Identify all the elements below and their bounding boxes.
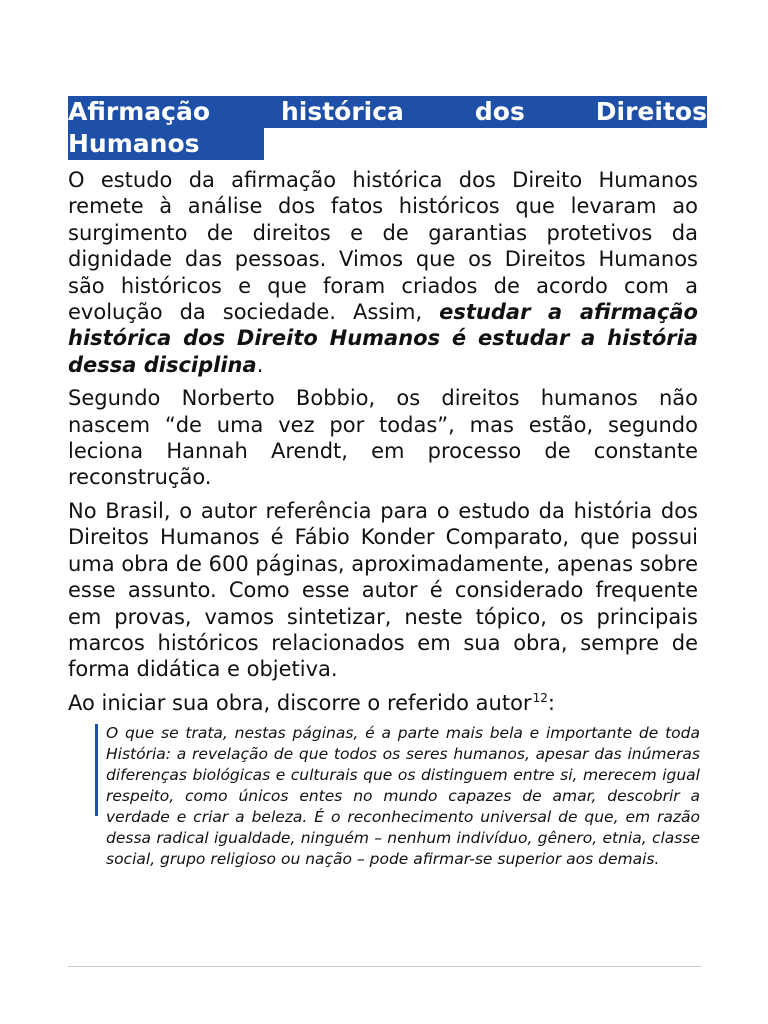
paragraph-comparato: No Brasil, o autor referência para o estudo da história dos Direitos Humanos é Fábio Konder Comparato, que possui uma obra de 600 páginas, aproximadamente, apenas sobre esse assunto. Como esse autor é considerado frequente em provas, vamos sintetizar, neste tópico, os principais marcos históricos relacionados em sua obra, sempre de forma didática e objetiva. — [68, 498, 698, 682]
heading-line-2: Humanos — [68, 129, 200, 158]
heading-word: Direitos — [595, 97, 707, 126]
paragraph-text: Ao iniciar sua obra, discorre o referido autor — [68, 690, 532, 715]
paragraph-text: : — [547, 690, 555, 715]
paragraph-bobbio: Segundo Norberto Bobbio, os direitos humanos não nascem “de uma vez por todas”, mas estão, segundo leciona Hannah Arendt, em processo de constante reconstrução. — [68, 386, 698, 490]
heading-word: histórica — [280, 97, 404, 126]
heading-word: dos — [474, 97, 525, 126]
document-page — [68, 96, 708, 869]
block-quote — [96, 723, 700, 869]
paragraph-text: O estudo da afirmação histórica dos Direito Humanos remete à análise dos fatos históricos que levaram ao surgimento de direitos e de garantias protetivos da dignidade das pessoas. Vimos que os Direitos Humanos são históricos e que foram criados de acordo com a evolução da sociedade. Assim, — [68, 168, 698, 325]
emphasis-text: estudar a afirmação histórica dos Direito Humanos é estudar a história dessa disciplina — [68, 300, 698, 377]
heading-line-1 — [68, 96, 707, 128]
quote-text: O que se trata, nestas páginas, é a parte mais bela e importante de toda História: a revelação de que todos os seres humanos, apesar das inúmeras diferenças biológicas e culturais que os distinguem entre si, merecem igual respeito, como únicos entes no mundo capazes de amar, descobrir a verdade e criar a beleza. É o reconhecimento universal de que, em razão dessa radical igualdade, ninguém – nenhum indivíduo, gênero, etnia, classe social, grupo religioso ou nação – pode afirmar-se superior aos demais. — [106, 724, 700, 868]
footnote-marker[interactable]: 12 — [532, 690, 548, 705]
section-heading — [68, 96, 708, 160]
footer-divider — [68, 966, 701, 967]
paragraph-text: . — [256, 352, 264, 377]
paragraph-intro — [68, 167, 698, 378]
heading-word: Afirmação — [68, 97, 210, 126]
paragraph-quote-intro — [68, 690, 698, 716]
quote-bar — [95, 724, 98, 816]
